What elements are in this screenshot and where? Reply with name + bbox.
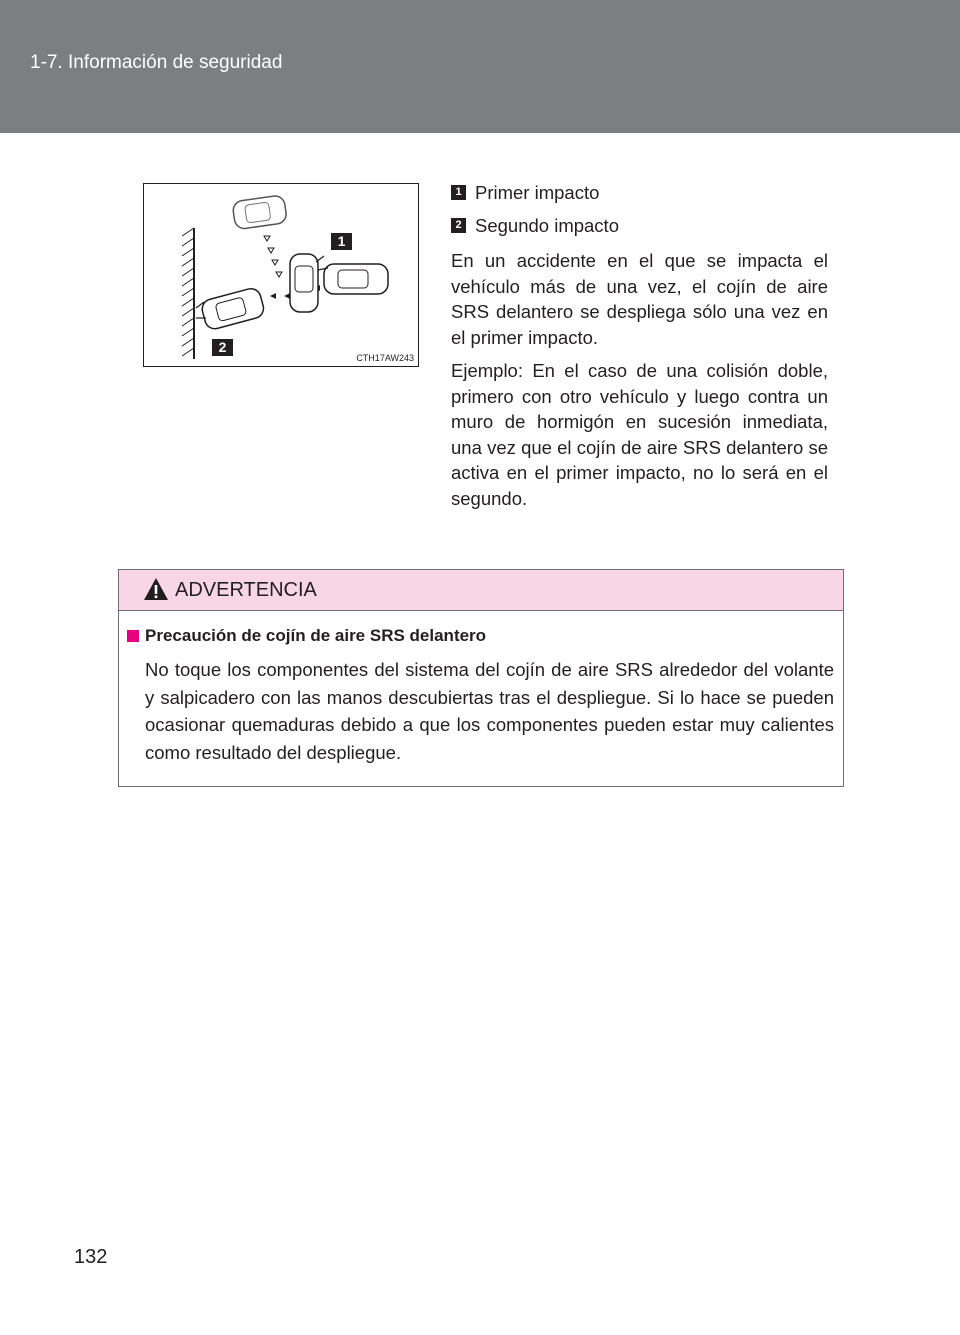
collision-illustration [143,183,419,367]
legend-label: Segundo impacto [475,214,619,236]
warning-text: No toque los componentes del sistema del cojín de aire SRS alrededor del volante y salpicadero con las manos descubiertas tras el despliegue. Si lo hace se pueden ocasionar quemaduras debido a que los componentes pueden estar muy calientes como resultado del despliegue. [145,659,834,763]
description-column [451,176,828,519]
callout-1: 1 [331,233,352,250]
warning-triangle-icon [143,577,169,601]
page-number: 132 [74,1246,108,1268]
collision-diagram-icon [144,184,418,366]
warning-subheading-text: Precaución de cojín de aire SRS delantero [145,626,487,645]
legend-badge-2: 2 [451,218,466,233]
warning-box [118,569,844,787]
callout-2: 2 [212,339,233,356]
legend-label: Primer impacto [475,181,600,203]
legend-item [451,209,828,242]
legend-item [451,176,828,209]
bullet-square-icon [127,630,139,642]
warning-subheading [127,626,486,646]
warning-header [119,570,843,611]
page-header [0,0,960,133]
figure-code: CTH17AW243 [356,353,414,363]
section-title: 1-7. Información de seguridad [30,52,283,73]
paragraph: En un accidente en el que se impacta el vehículo más de una vez, el cojín de aire SRS delantero se despliega sólo una vez en el primer impacto. [451,250,828,348]
warning-title: ADVERTENCIA [175,579,317,601]
paragraph: Ejemplo: En el caso de una colisión doble, primero con otro vehículo y luego contra un muro de hormigón en sucesión inmediata, una vez que el cojín de aire SRS delantero se activa en el primer impacto, no lo será en el segundo. [451,360,828,509]
legend-badge-1: 1 [451,185,466,200]
